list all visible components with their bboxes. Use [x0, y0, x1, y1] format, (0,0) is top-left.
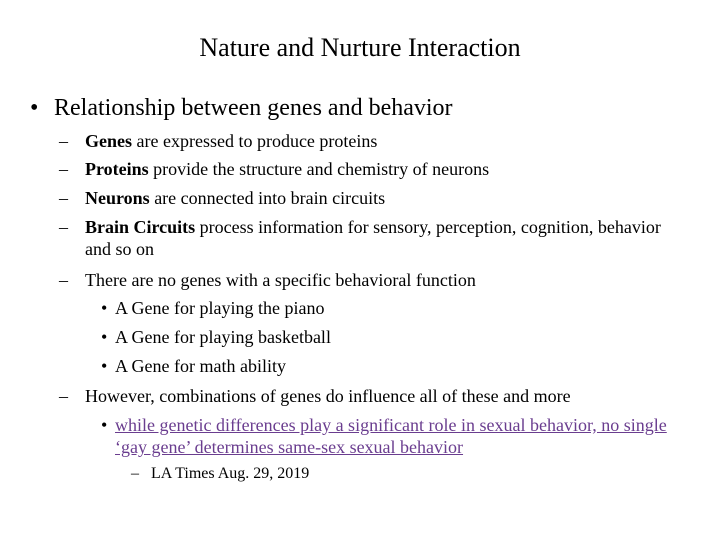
- dash-marker: –: [59, 270, 68, 290]
- dash-marker: –: [59, 217, 68, 237]
- list-item-text: However, combinations of genes do influence all of these and more: [85, 386, 571, 406]
- term-proteins: Proteins: [85, 159, 149, 179]
- term-neurons: Neurons: [85, 188, 150, 208]
- bullet-marker: •: [101, 356, 108, 376]
- example-text: A Gene for playing the piano: [115, 298, 325, 318]
- list-item-text: are expressed to produce proteins: [132, 131, 378, 151]
- example-text: A Gene for playing basketball: [115, 327, 331, 347]
- dash-marker: –: [59, 188, 68, 208]
- dash-marker: –: [59, 159, 68, 179]
- term-genes: Genes: [85, 131, 132, 151]
- dash-marker: –: [59, 131, 68, 151]
- dash-marker: –: [59, 386, 68, 406]
- slide-title: Nature and Nurture Interaction: [199, 33, 521, 62]
- dash-marker: –: [131, 465, 139, 482]
- bullet-marker: •: [101, 298, 108, 318]
- list-item-text: There are no genes with a specific behavioral function: [85, 270, 476, 290]
- example-text: A Gene for math ability: [115, 356, 286, 376]
- bullet-marker: •: [30, 95, 39, 121]
- bullet-marker: •: [101, 415, 108, 435]
- main-bullet-text: Relationship between genes and behavior: [54, 95, 453, 121]
- list-item-text: provide the structure and chemistry of neurons: [148, 159, 490, 179]
- source-text: LA Times Aug. 29, 2019: [151, 465, 310, 482]
- term-brain-circuits: Brain Circuits: [85, 217, 196, 237]
- bullet-marker: •: [101, 327, 108, 347]
- list-item-text: are connected into brain circuits: [149, 188, 386, 208]
- news-article-link[interactable]: while genetic differences play a significant role in sexual behavior, no single ‘gay gene’ determines same-sex sexual behavior: [115, 415, 667, 457]
- list-item-text: process information for sensory, perception, cognition, behavior and so on: [85, 217, 661, 259]
